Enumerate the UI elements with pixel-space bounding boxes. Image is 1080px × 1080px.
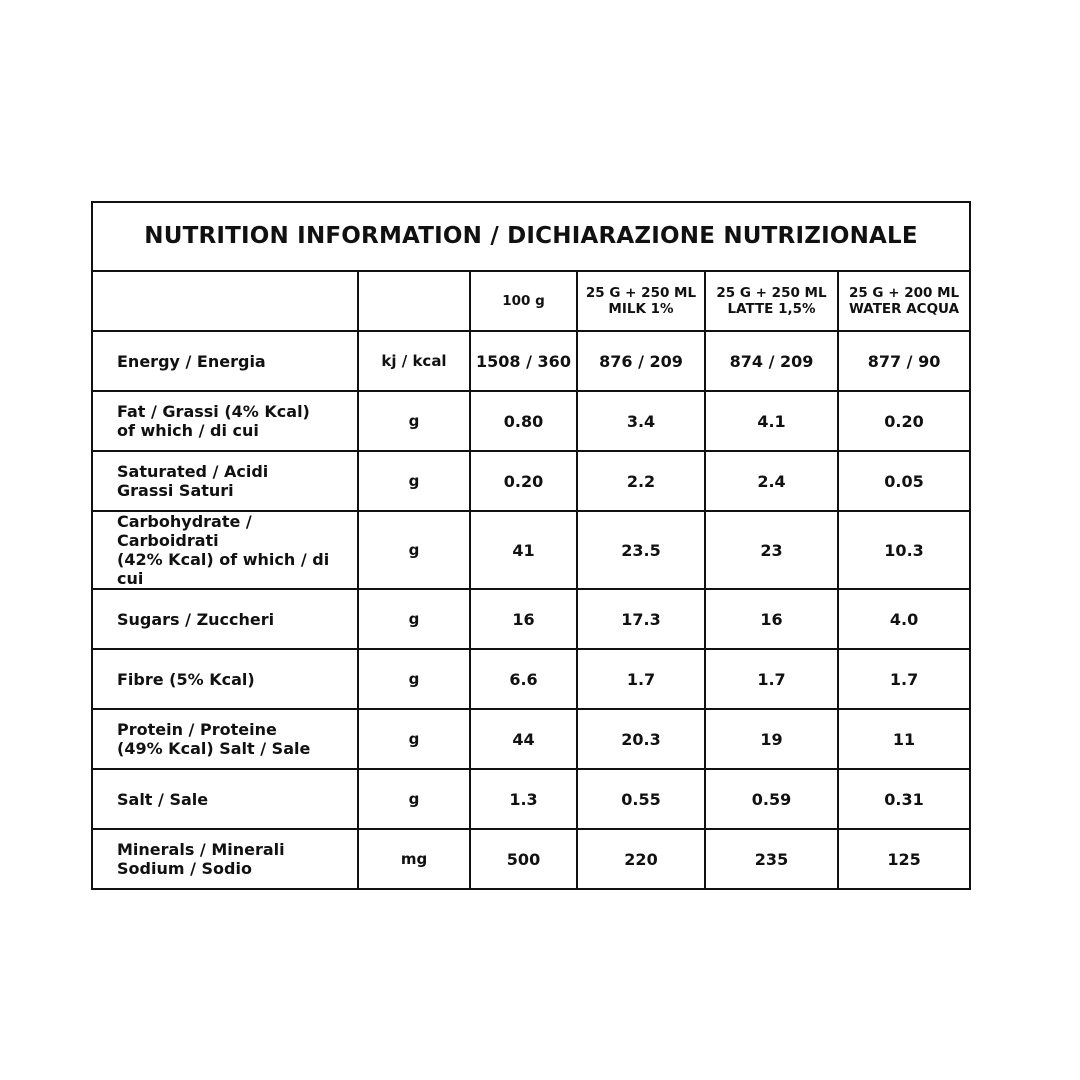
nutrient-value: 17.3 (577, 589, 705, 649)
nutrient-value: 44 (470, 709, 577, 769)
table-row (92, 451, 970, 511)
nutrient-value: 877 / 90 (838, 331, 970, 391)
nutrient-value: 16 (470, 589, 577, 649)
nutrient-label-line1: Saturated / Acidi (117, 462, 269, 481)
table-row (92, 331, 970, 391)
nutrient-value: 41 (470, 511, 577, 589)
nutrient-unit: g (358, 649, 470, 709)
header-col-latte (705, 271, 838, 331)
nutrient-value: 19 (705, 709, 838, 769)
nutrient-label (92, 331, 358, 391)
nutrient-unit: kj / kcal (358, 331, 470, 391)
nutrient-value: 0.20 (838, 391, 970, 451)
nutrient-label (92, 391, 358, 451)
nutrient-value: 500 (470, 829, 577, 889)
nutrient-value: 235 (705, 829, 838, 889)
header-col-100g (470, 271, 577, 331)
nutrient-value: 23.5 (577, 511, 705, 589)
nutrient-value: 1508 / 360 (470, 331, 577, 391)
nutrient-label (92, 589, 358, 649)
nutrient-value: 125 (838, 829, 970, 889)
nutrient-label (92, 709, 358, 769)
nutrient-value: 1.7 (705, 649, 838, 709)
nutrient-label-line1: Protein / Proteine (117, 720, 277, 739)
header-col-line2: MILK 1% (608, 301, 674, 317)
table-row (92, 829, 970, 889)
nutrient-label-line1: Fibre (5% Kcal) (117, 669, 255, 689)
header-col-line1: 100 g (502, 293, 545, 309)
nutrient-value: 4.1 (705, 391, 838, 451)
header-col-line1: 25 G + 250 ML (716, 285, 827, 301)
nutrient-value: 0.05 (838, 451, 970, 511)
nutrient-label-line2: of which / di cui (117, 421, 259, 440)
nutrient-value: 6.6 (470, 649, 577, 709)
nutrient-unit: g (358, 391, 470, 451)
nutrient-value: 16 (705, 589, 838, 649)
nutrient-label-line2: (49% Kcal) Salt / Sale (117, 739, 311, 758)
nutrient-value: 220 (577, 829, 705, 889)
nutrient-unit: g (358, 511, 470, 589)
nutrient-label-line1: Minerals / Minerali (117, 840, 285, 859)
table-title: NUTRITION INFORMATION / DICHIARAZIONE NUTRIZIONALE (92, 202, 970, 271)
nutrient-value: 3.4 (577, 391, 705, 451)
nutrient-unit: mg (358, 829, 470, 889)
table-row (92, 589, 970, 649)
title-row (92, 202, 970, 271)
nutrient-unit: g (358, 451, 470, 511)
nutrient-label (92, 451, 358, 511)
nutrient-value: 0.59 (705, 769, 838, 829)
header-col-milk (577, 271, 705, 331)
table-row (92, 391, 970, 451)
table-row (92, 511, 970, 589)
nutrient-value: 0.20 (470, 451, 577, 511)
nutrient-value: 2.4 (705, 451, 838, 511)
header-col-line1: 25 G + 200 ML (848, 285, 960, 301)
nutrient-label (92, 511, 358, 589)
table-row (92, 709, 970, 769)
nutrient-label-line1: Sugars / Zuccheri (117, 609, 275, 629)
nutrient-value: 1.7 (577, 649, 705, 709)
header-unit-blank (358, 271, 470, 331)
header-row (92, 271, 970, 331)
nutrient-label (92, 769, 358, 829)
nutrient-value: 2.2 (577, 451, 705, 511)
table-row (92, 769, 970, 829)
header-col-line1: 25 G + 250 ML (585, 285, 697, 301)
header-col-line2: LATTE 1,5% (727, 301, 816, 317)
nutrient-label-line2: (42% Kcal) of which / di cui (117, 550, 330, 588)
nutrient-label-line1: Carbohydrate / Carboidrati (117, 512, 252, 550)
nutrient-value: 0.55 (577, 769, 705, 829)
nutrient-value: 1.3 (470, 769, 577, 829)
nutrient-unit: g (358, 769, 470, 829)
nutrient-label-line1: Energy / Energia (117, 351, 266, 371)
nutrient-unit: g (358, 709, 470, 769)
nutrient-label-line2: Grassi Saturi (117, 481, 234, 500)
nutrient-value: 20.3 (577, 709, 705, 769)
nutrient-value: 11 (838, 709, 970, 769)
header-col-water (838, 271, 970, 331)
nutrient-label-line2: Sodium / Sodio (117, 859, 252, 878)
nutrient-value: 0.80 (470, 391, 577, 451)
nutrition-table (91, 201, 971, 890)
nutrient-label-line1: Salt / Sale (117, 789, 209, 809)
nutrient-value: 4.0 (838, 589, 970, 649)
header-col-line2: WATER ACQUA (849, 301, 960, 317)
header-label-blank (92, 271, 358, 331)
nutrient-value: 10.3 (838, 511, 970, 589)
nutrient-unit: g (358, 589, 470, 649)
nutrient-value: 23 (705, 511, 838, 589)
nutrient-label (92, 649, 358, 709)
nutrient-label-line1: Fat / Grassi (4% Kcal) (117, 402, 310, 421)
nutrient-value: 1.7 (838, 649, 970, 709)
table-row (92, 649, 970, 709)
nutrient-value: 0.31 (838, 769, 970, 829)
nutrient-value: 876 / 209 (577, 331, 705, 391)
nutrient-value: 874 / 209 (705, 331, 838, 391)
nutrient-label (92, 829, 358, 889)
